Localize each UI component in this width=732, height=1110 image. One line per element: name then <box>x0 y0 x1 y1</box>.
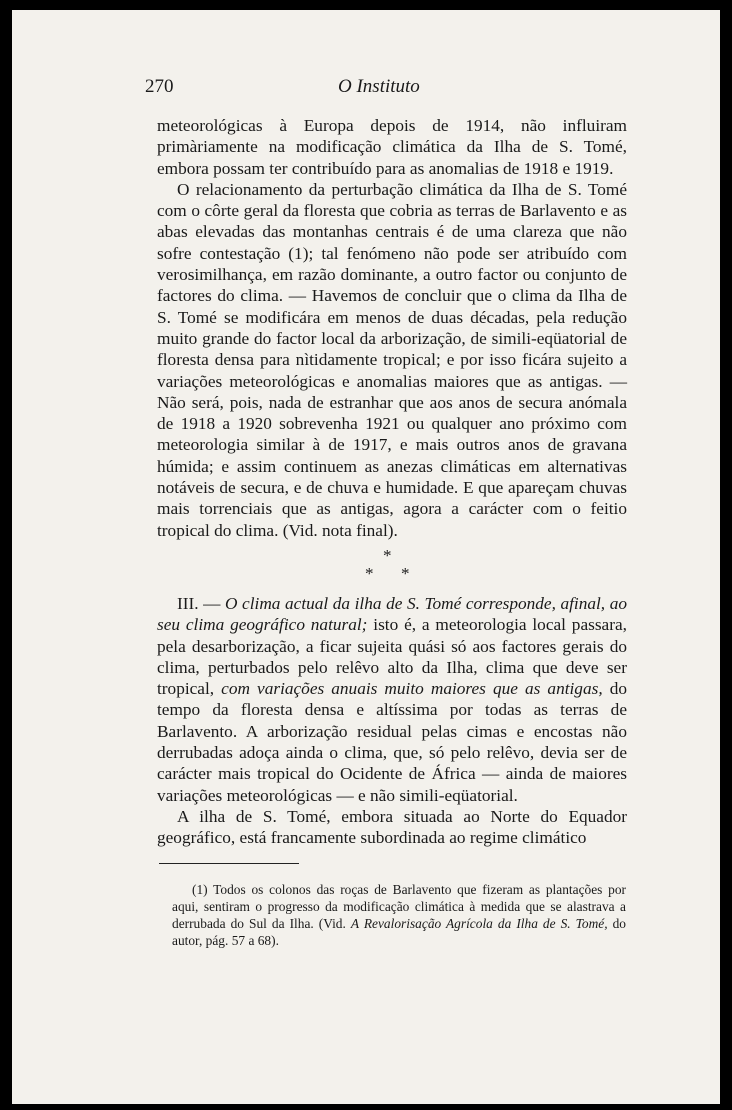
asterism-star-right: * <box>401 563 410 583</box>
footnote-end: do autor, pág. 57 a 68). <box>172 916 626 948</box>
paragraph-continuation: meteorológicas à Europa depois de 1914, não influiram primàriamente na modificação climática da Ilha de S. Tomé, embora possam ter contribuído para as anomalias de 1918 e 1919. <box>157 116 627 178</box>
footnote-book-title: A Revalorisação Agrícola da Ilha de S. Tomé, <box>350 916 608 931</box>
asterism-star-left: * <box>365 563 374 583</box>
body-text <box>157 115 627 849</box>
section-text-2: do tempo da floresta densa e altíssima por todas as terras de Barlavento. A arborização residual pelas cimas e encostas não derrubadas adoça ainda o clima, que, só pelo relêvo, devia ser de carácter mais tropical do Ocidente de África — ainda de maiores variações meteorológicas — e não simili-eqüatorial. <box>157 679 627 805</box>
document-page <box>12 10 720 1104</box>
footnote-paragraph <box>172 881 626 949</box>
paragraph-geography: A ilha de S. Tomé, embora situada ao Norte do Equador geográfico, está francamente subordinada ao regime climático <box>157 806 627 848</box>
page-number: 270 <box>145 76 174 97</box>
footnote <box>172 881 626 949</box>
section-iii-paragraph <box>157 593 627 806</box>
footnote-rule <box>159 863 299 864</box>
section-text-1: isto é, a meteorologia local passara, pela desarborização, a ficar sujeita quási só aos factores gerais do clima, perturbados pelo relêvo alto da Ilha, clima que deve ser tropical, <box>157 615 627 699</box>
section-heading: O clima actual da ilha de S. Tomé corresponde, afinal, ao seu clima geográfico natural; <box>157 593 627 635</box>
footnote-text: (1) Todos os colonos das roças de Barlavento que fizeram as plantações por aqui, sentiram o progresso da modificação climática à medida que se alastrava a derrubada do Sul da Ilha. (Vid. <box>172 882 626 931</box>
paragraph-relationship: O relacionamento da perturbação climática da Ilha de S. Tomé com o côrte geral da floresta que cobria as terras de Barlavento e as abas elevadas das montanhas centrais é de uma clareza que não sofre contestação (1); tal fenómeno não pode ser atribuído com verosimilhança, em razão dominante, a outro factor ou conjunto de factores do clima. — Havemos de concluir que o clima da Ilha de S. Tomé se modificára em menos de duas décadas, pela redução muito grande do factor local da arborização, de simili-eqüatorial de floresta densa para nìtidamente tropical; e por isso ficára sujeito a variações meteorológicas e anomalias maiores que as antigas. — Não será, pois, nada de estranhar que aos anos de secura anómala de 1918 a 1920 sobrevenha 1921 ou qualquer ano próximo com meteorologia similar à de 1917, e mais outros anos de gravana húmida; e assim continuem as anezas climáticas em alternativas notáveis de secura, e de chuva e humidade. E que apareçam chuvas mais torrenciais que as antigas, agora a carácter com o feitio tropical do clima. (Vid. nota final). <box>157 179 627 540</box>
asterism-star-top: * <box>383 545 392 565</box>
section-asterism <box>157 541 627 587</box>
section-emphasis: com variações anuais muito maiores que as antigas, <box>221 679 603 699</box>
page-header <box>145 76 445 106</box>
running-title: O Instituto <box>338 76 420 97</box>
section-number: III. — <box>177 593 225 613</box>
